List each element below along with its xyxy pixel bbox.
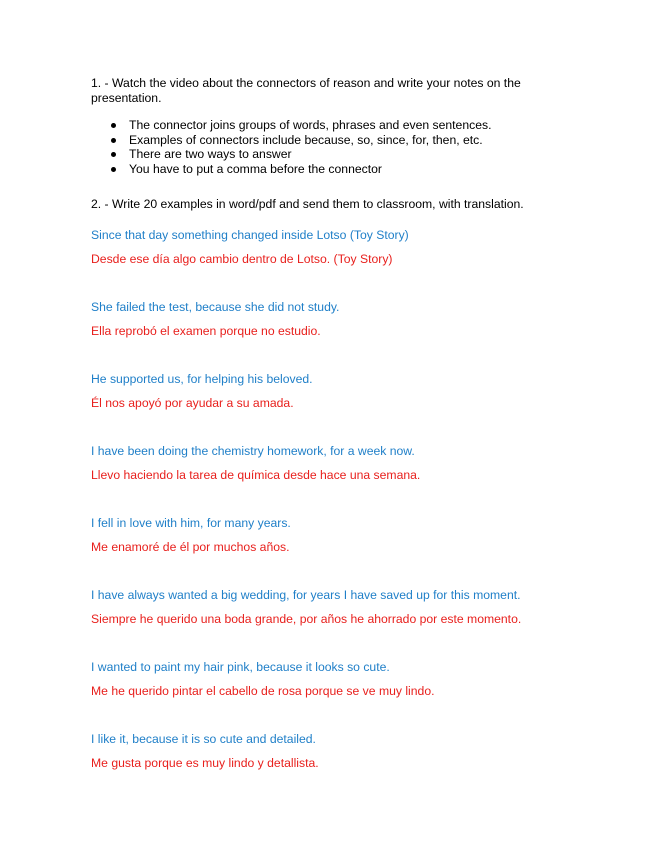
example-english: She failed the test, because she did not study. <box>91 299 340 314</box>
list-item <box>129 133 561 148</box>
list-item <box>129 147 561 162</box>
list-item <box>129 162 561 177</box>
example-spanish: Me gusta porque es muy lindo y detallista. <box>91 755 319 770</box>
example-spanish: Él nos apoyó por ayudar a su amada. <box>91 395 294 410</box>
example-spanish: Siempre he querido una boda grande, por años he ahorrado por este momento. <box>91 611 522 626</box>
example-pair <box>91 727 561 775</box>
example-english: Since that day something changed inside Lotso (Toy Story) <box>91 227 409 242</box>
document-content <box>91 76 561 775</box>
example-pair <box>91 655 561 703</box>
task-2-instruction: 2. - Write 20 examples in word/pdf and send them to classroom, with translation. <box>91 197 524 212</box>
example-spanish: Me he querido pintar el cabello de rosa porque se ve muy lindo. <box>91 683 435 698</box>
task-1-instruction: 1. - Watch the video about the connectors of reason and write your notes on the presentation. <box>91 76 521 105</box>
list-item-text: The connector joins groups of words, phrases and even sentences. <box>129 118 492 132</box>
example-english: I wanted to paint my hair pink, because it looks so cute. <box>91 659 390 674</box>
examples-list <box>91 223 561 775</box>
bullet-icon <box>111 138 116 143</box>
example-spanish: Llevo haciendo la tarea de química desde hace una semana. <box>91 467 421 482</box>
example-english: I like it, because it is so cute and detailed. <box>91 731 316 746</box>
bullet-icon <box>111 123 116 128</box>
example-pair <box>91 583 561 631</box>
example-pair <box>91 295 561 343</box>
example-pair <box>91 439 561 487</box>
example-english: I have been doing the chemistry homework, for a week now. <box>91 443 415 458</box>
example-english: He supported us, for helping his beloved. <box>91 371 313 386</box>
example-pair <box>91 223 561 271</box>
example-english: I have always wanted a big wedding, for years I have saved up for this moment. <box>91 587 521 602</box>
example-english: I fell in love with him, for many years. <box>91 515 291 530</box>
bullet-icon <box>111 167 116 172</box>
example-spanish: Ella reprobó el examen porque no estudio. <box>91 323 321 338</box>
example-spanish: Desde ese día algo cambio dentro de Lotso. (Toy Story) <box>91 251 393 266</box>
list-item-text: Examples of connectors include because, so, since, for, then, etc. <box>129 132 483 147</box>
example-pair <box>91 367 561 415</box>
notes-list <box>91 118 561 176</box>
bullet-icon <box>111 152 116 157</box>
example-pair <box>91 511 561 559</box>
example-spanish: Me enamoré de él por muchos años. <box>91 539 290 554</box>
list-item-text: You have to put a comma before the connector <box>129 161 382 176</box>
list-item <box>129 118 561 133</box>
list-item-text: There are two ways to answer <box>129 147 292 162</box>
